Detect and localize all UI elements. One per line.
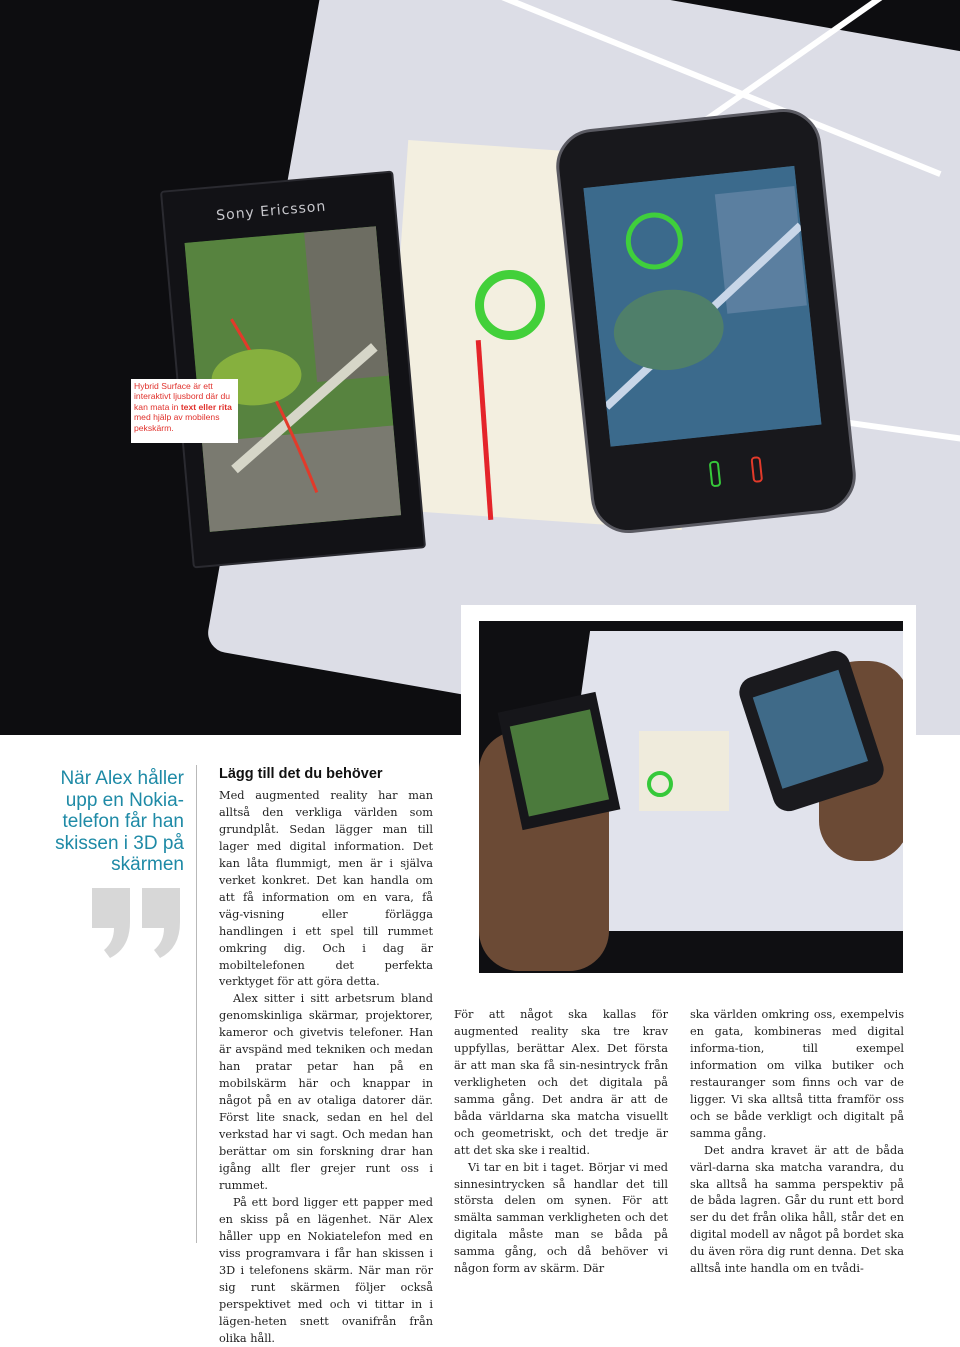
paragraph: ska världen omkring oss, exempelvis en gata, kombineras med digital informa-tion, till exempel information om vilka butiker och restauranger som finns och var de ligger. Vi ska alltså titta framför oss och se både verkligt och digitalt på samma gång. <box>690 1008 904 1140</box>
paragraph: Det andra kravet är att de båda värl-darna ska matcha varandra, du ska alltså ha samma perspektiv på de båda lagren. Går du runt ett bord ser du det från olika håll, står det en digital modell av något på bordet ska du även röra dig runt denna. Det ska alltså inte handla om en tvådi- <box>690 1143 904 1276</box>
pull-quote: När Alex håller upp en Nokia-telefon får han skissen i 3D på skärmen <box>55 768 184 875</box>
paragraph: Med augmented reality har man alltså den verkliga världen som grundplåt. Sedan lägger man till lager med digital information. Det kan låta flummigt, men är i själva verket konkret. Det kan handla om att få information om en vara, få väg-visning eller förlägga handlingen i ett spel till rummet omkring dig. Och i dag är mobiltelefonen det perfekta verktyget för att göra detta. <box>219 789 433 989</box>
text-column-1 <box>219 788 433 1347</box>
phone-map-screen <box>583 166 821 447</box>
phone-brand: Sony Ericsson <box>215 198 327 225</box>
nokia-phone <box>553 105 860 537</box>
sketch-paper <box>639 731 729 811</box>
phone-map-screen <box>753 670 868 789</box>
inline-photo <box>461 605 916 985</box>
paragraph: Vi tar en bit i taget. Börjar vi med sinnesintrycken så handlar det till största delen om synen. För att smälta samman verkligheten och det digitala måste man se båda på samma gång, och då behöver vi någon form av skärm. Där <box>454 1160 668 1276</box>
phone-map-screen <box>510 709 609 816</box>
quote-mark-icon <box>88 888 184 958</box>
text-column-3 <box>690 1007 904 1278</box>
sony-ericsson-phone <box>160 171 426 569</box>
end-call-button <box>750 456 763 483</box>
call-button <box>709 460 722 487</box>
photo-caption: Hybrid Surface är ett interaktivt ljusbord där du kan mata in text eller rita med hjälp av mobilens pekskärm. <box>131 379 238 443</box>
paragraph: Alex sitter i sitt arbetsrum bland genomskinliga skärmar, projektorer, kameror och givetvis telefoner. Han är avspänd med tekniken och medan han pratar petar han på en mobilskärm här och knappar in något på en av otaliga datorer där. Först lite snack, sedan en hel del verkstad har vi sagt. Och medan han berättar om sin forskning drar han igång allt fler grejer runt oss i rummet. <box>219 992 433 1192</box>
column-divider <box>196 765 197 1243</box>
paragraph: På ett bord ligger ett papper med en skiss på en lägenhet. När Alex håller upp en Nokiatelefon med en viss programvara i får han skissen i 3D i telefonens skärm. När man rör sig runt skärmen följer också perspektivet med och vi tittar in i lägen-heten snett ovanifrån från olika håll. <box>219 1195 433 1345</box>
satellite-map-icon <box>583 166 821 447</box>
text-column-2 <box>454 1007 668 1278</box>
paragraph: För att något ska kallas för augmented reality ska tre krav uppfyllas, berättar Alex. Det första är att man ska få sin-nesintryck från verkligheten och det digitala på samma gång. Det andra är att de båda världarna ska matcha visuellt och geometriskt, och det tredje är att det ska ske i realtid. <box>454 1008 668 1157</box>
section-heading: Lägg till det du behöver <box>219 766 383 782</box>
drawn-circle <box>647 771 673 797</box>
drawn-circle <box>475 270 545 340</box>
photo-hands-with-phones <box>479 621 903 973</box>
